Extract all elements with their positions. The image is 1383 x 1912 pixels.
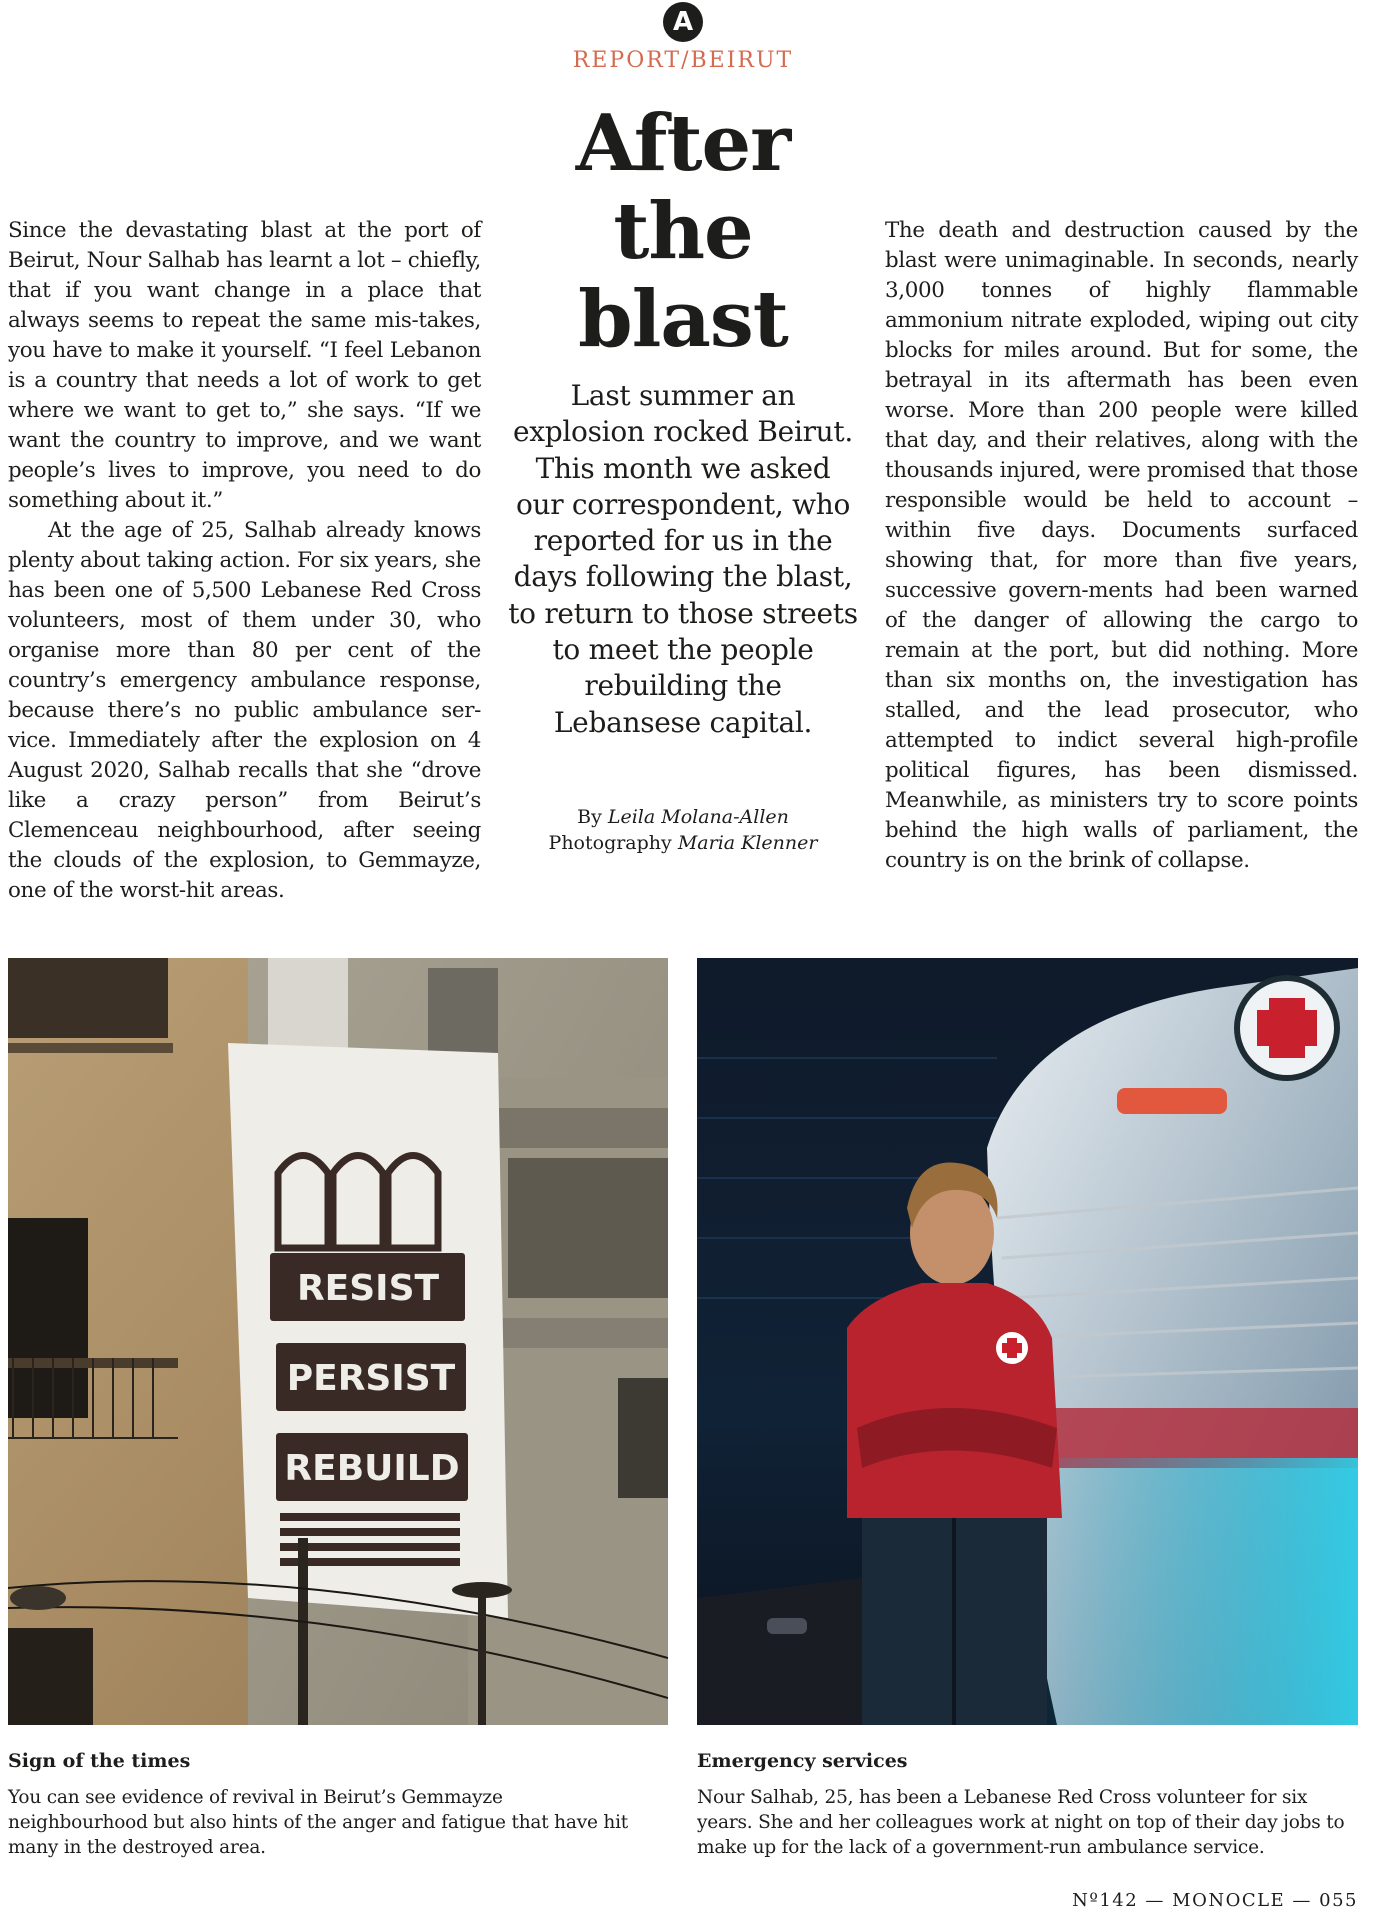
page-folio: Nº142 — MONOCLE — 055: [1072, 1890, 1358, 1911]
magazine-logo: A: [663, 2, 703, 42]
headline-line: After: [575, 98, 791, 189]
banner-word: RESIST: [296, 1268, 440, 1309]
section-label: REPORT/BEIRUT: [572, 48, 794, 73]
byline-author: Leila Molana-Allen: [607, 806, 789, 828]
standfirst: Last summer an explosion rocked Beirut. This month we asked our correspondent, who reported for us in the days following the blast, to return to those streets to meet the people rebuilding the Lebansese capital.: [508, 379, 858, 739]
headline-line: blast: [578, 274, 788, 365]
body-column-right: [885, 216, 1358, 876]
body-paragraph: At the age of 25, Salhab already knows plenty about taking action. For six years, she has been one of 5,500 Lebanese Red Cross volunteers, most of them under 30, who organise more than 80 per cent of the country’s emergency ambulance response, because there’s no public ambulance ser-vice. Immediately after the explosion on 4 August 2020, Salhab recalls that she “drove like a crazy person” from Beirut’s Clemenceau neighbourhood, after seeing the clouds of the explosion, to Gemmayze, one of the worst-hit areas.: [8, 518, 481, 903]
banner-word: REBUILD: [284, 1448, 460, 1489]
headline: [500, 100, 866, 364]
banner-word: PERSIST: [286, 1358, 456, 1399]
caption-text-right: Nour Salhab, 25, has been a Lebanese Red Cross volunteer for six years. She and her colleagues work at night on top of their day jobs to make up for the lack of a government-run ambulance service.: [697, 1787, 1345, 1858]
caption-title-right: Emergency services: [697, 1750, 908, 1772]
photo-prefix: Photography: [548, 832, 672, 854]
byline: [508, 804, 858, 856]
caption-title-left: Sign of the times: [8, 1750, 191, 1772]
banner-building-illustration: [8, 958, 668, 1725]
headline-line: the: [613, 186, 753, 277]
photo-volunteer-ambulance: [697, 958, 1358, 1725]
byline-author-line: [508, 804, 858, 830]
body-paragraph: Since the devastating blast at the port of Beirut, Nour Salhab has learnt a lot – chiefly, that if you want change in a place that always seems to repeat the same mis-takes, you have to make it yourself. “I feel Lebanon is a country that needs a lot of work to get where we want to get to,” she says. “If we want the country to improve, and we want people’s lives to improve, you need to do something about it.”: [8, 218, 481, 513]
body-column-left: [8, 216, 481, 906]
byline-photo-line: [508, 830, 858, 856]
photo-banner-building: [8, 958, 668, 1725]
photo-author: Maria Klenner: [677, 832, 818, 854]
body-paragraph: The death and destruction caused by the blast were unimaginable. In seconds, nearly 3,000 tonnes of highly flammable ammonium nitrate exploded, wiping out city blocks for miles around. But for some, the betrayal in its aftermath has been even worse. More than 200 people were killed that day, and their relatives, along with the thousands injured, were promised that those responsible would be held to account – within five days. Documents surfaced showing that, for more than five years, successive govern-ments had been warned of the danger of allowing the cargo to remain at the port, but did nothing. More than six months on, the investigation has stalled, and the lead prosecutor, who attempted to indict several high-profile political figures, has been dismissed. Meanwhile, as ministers try to score points behind the high walls of parliament, the country is on the brink of collapse.: [885, 218, 1358, 873]
byline-prefix: By: [577, 806, 602, 828]
caption-text-left: You can see evidence of revival in Beirut’s Gemmayze neighbourhood but also hints of the anger and fatigue that have hit many in the destroyed area.: [8, 1787, 629, 1858]
volunteer-illustration: [697, 958, 1358, 1725]
